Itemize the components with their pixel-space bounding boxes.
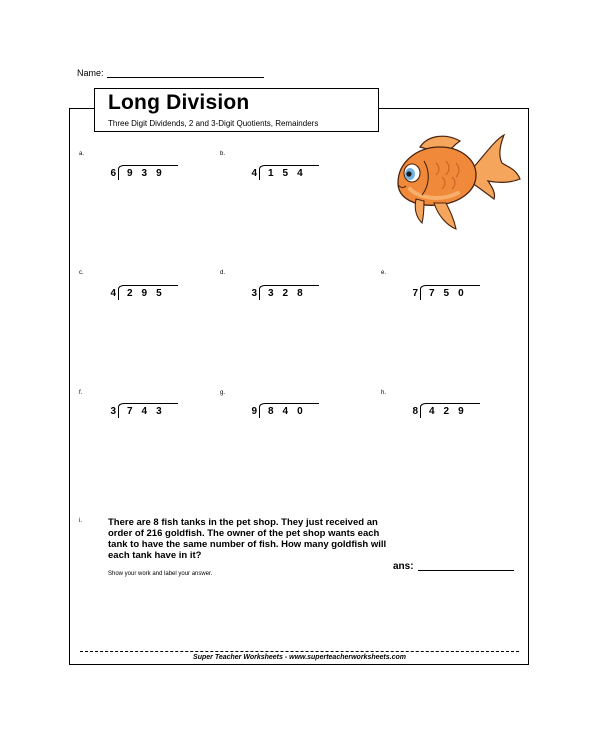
problem-label: f. — [79, 390, 83, 396]
name-line — [107, 77, 264, 78]
worksheet-subtitle: Three Digit Dividends, 2 and 3-Digit Quotients, Remainders — [108, 119, 319, 128]
footer-divider — [80, 651, 519, 652]
problem-dividend: 743 — [127, 406, 171, 417]
problem-dividend: 840 — [268, 406, 312, 417]
footer-credit: Super Teacher Worksheets - www.superteacherworksheets.com — [193, 654, 406, 661]
answer-label: ans: — [393, 561, 414, 572]
problem-dividend: 154 — [268, 168, 312, 179]
word-problem-instructions: Show your work and label your answer. — [108, 571, 213, 577]
word-problem-text: There are 8 fish tanks in the pet shop. They just received an order of 216 goldfish. The owner of the pet shop wants each tank to have the same number of fish. How many goldfish will each tank have in it? — [108, 517, 387, 561]
goldfish-icon — [390, 133, 522, 231]
problem-label: g. — [220, 390, 226, 396]
name-label: Name: — [77, 68, 104, 78]
problem-dividend: 328 — [268, 288, 312, 299]
problem-divisor: 4 — [251, 168, 257, 179]
problem-label: c. — [79, 270, 84, 276]
problem-dividend: 429 — [429, 406, 473, 417]
problem-label: e. — [381, 270, 387, 276]
problem-label: a. — [79, 151, 85, 157]
problem-divisor: 3 — [110, 406, 116, 417]
problem-label: b. — [220, 151, 226, 157]
answer-line — [418, 570, 514, 571]
problem-dividend: 750 — [429, 288, 473, 299]
problem-label: d. — [220, 270, 226, 276]
problem-divisor: 4 — [110, 288, 116, 299]
problem-divisor: 8 — [412, 406, 418, 417]
worksheet-title: Long Division — [108, 91, 250, 114]
problem-divisor: 9 — [251, 406, 257, 417]
problem-label: h. — [381, 390, 387, 396]
word-problem-label: i. — [79, 518, 82, 524]
problem-divisor: 3 — [251, 288, 257, 299]
problem-dividend: 939 — [127, 168, 171, 179]
problem-divisor: 7 — [412, 288, 418, 299]
problem-dividend: 295 — [127, 288, 171, 299]
problem-divisor: 6 — [110, 168, 116, 179]
